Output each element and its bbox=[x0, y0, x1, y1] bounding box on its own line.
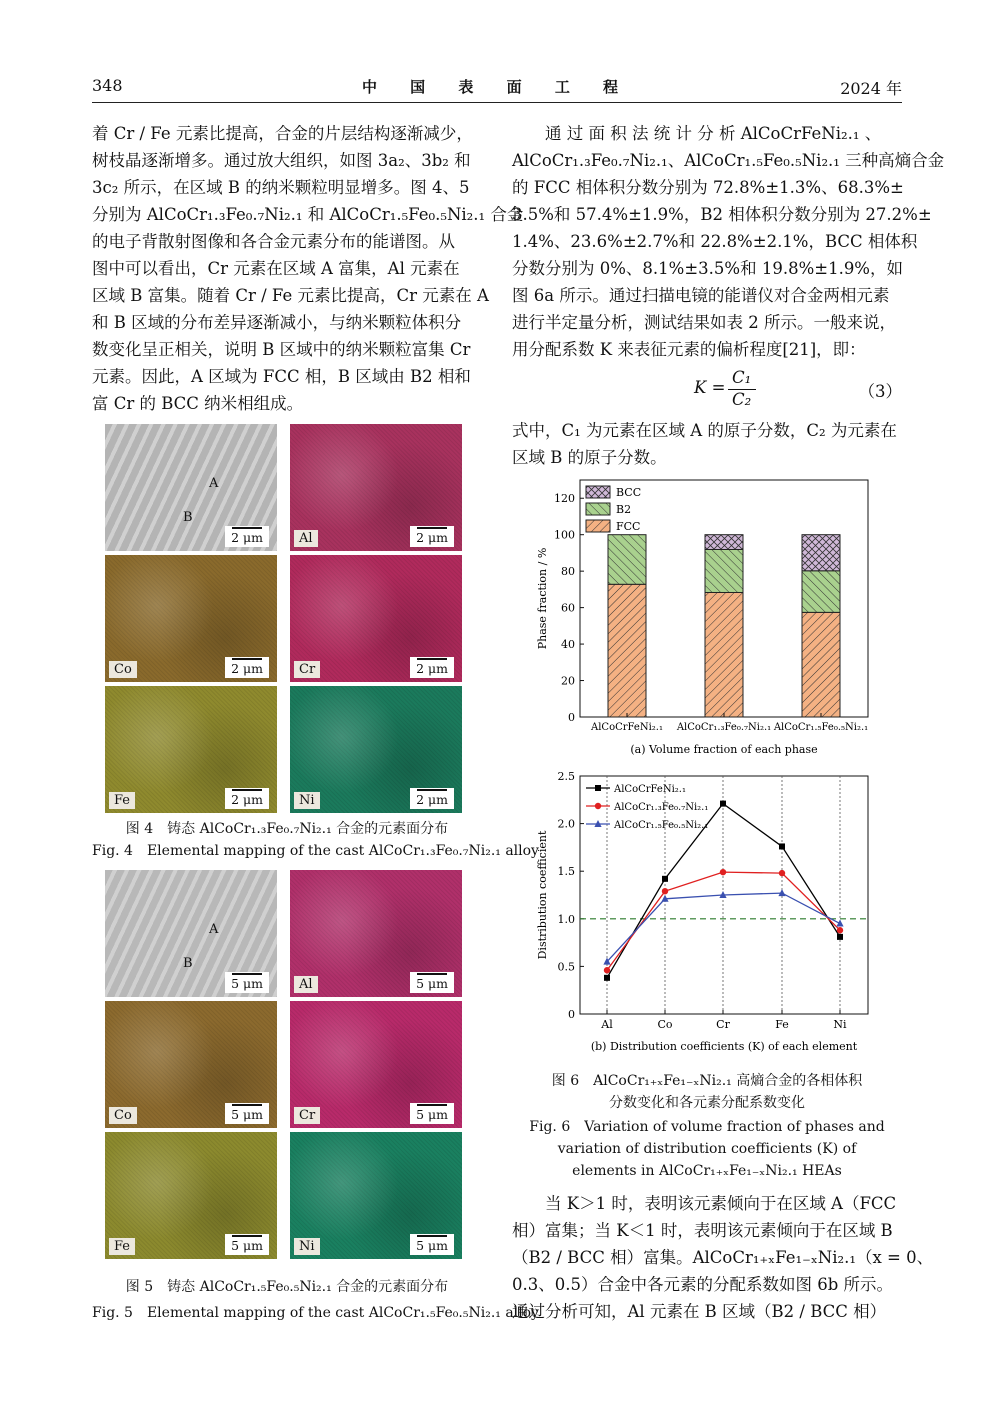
element-label: Ni bbox=[294, 792, 320, 809]
page-number: 348 bbox=[92, 76, 123, 95]
mapping-panel-al bbox=[290, 870, 462, 997]
scale-bar: 5 μm bbox=[225, 1103, 269, 1124]
left-paragraph-line: 富 Cr 的 BCC 纳米相组成。 bbox=[92, 394, 304, 413]
distribution-coefficient-chart bbox=[532, 768, 872, 1058]
right-paragraph-1-line: 的 FCC 相体积分数分别为 72.8%±1.3%、68.3%± bbox=[512, 178, 904, 197]
fig6-caption-line: 图 6 AlCoCr₁₊ₓFe₁₋ₓNi₂.₁ 高熵合金的各相体积 bbox=[551, 1073, 863, 1089]
mapping-panel-cr bbox=[290, 555, 462, 682]
scale-bar: 5 μm bbox=[225, 972, 269, 993]
data-point bbox=[779, 870, 785, 876]
data-point bbox=[720, 801, 726, 807]
right-paragraph-1-line: 用分配系数 K 来表征元素的偏析程度[21]，即： bbox=[512, 340, 866, 359]
fig6-caption-en bbox=[512, 1116, 902, 1182]
left-paragraph bbox=[92, 120, 524, 417]
y-tick-label: 60 bbox=[561, 601, 575, 615]
equation-3 bbox=[512, 368, 902, 410]
bar-b2 bbox=[802, 571, 840, 613]
x-tick-label: Fe bbox=[775, 1018, 789, 1031]
y-tick-label: 1.5 bbox=[557, 865, 575, 879]
data-point bbox=[720, 869, 726, 875]
fig6-caption-cn bbox=[512, 1070, 902, 1114]
x-tick-label: Al bbox=[601, 1018, 613, 1031]
scale-bar: 5 μm bbox=[410, 972, 454, 993]
region-label-a: A bbox=[209, 922, 219, 937]
scale-bar: 2 μm bbox=[225, 526, 269, 547]
right-paragraph-1-line: 分数分别为 0%、8.1%±3.5%和 19.8%±1.9%，如 bbox=[512, 259, 903, 278]
legend-label: BCC bbox=[616, 486, 642, 499]
y-tick-label: 0.5 bbox=[557, 960, 575, 974]
legend-swatch bbox=[586, 520, 610, 532]
equation-number: （3） bbox=[858, 382, 902, 401]
bar-bcc bbox=[802, 535, 840, 571]
data-point bbox=[604, 967, 610, 973]
right-paragraph-1-line: 1.4%、23.6%±2.7%和 22.8%±2.1%，BCC 相体积 bbox=[512, 232, 918, 251]
mapping-panel-bse bbox=[105, 424, 277, 551]
y-tick-label: 120 bbox=[554, 492, 575, 506]
data-point bbox=[662, 876, 668, 882]
element-label: Fe bbox=[109, 1238, 135, 1255]
equation-lhs: K = bbox=[694, 378, 726, 397]
journal-name: 中 国 表 面 工 程 bbox=[361, 78, 633, 96]
data-point bbox=[779, 843, 785, 849]
data-point bbox=[662, 888, 668, 894]
bar-fcc bbox=[608, 584, 646, 717]
region-label-b: B bbox=[183, 956, 193, 971]
chart-title: (b) Distribution coefficients (K) of each element bbox=[590, 1040, 858, 1053]
y-tick-label: 80 bbox=[561, 565, 575, 579]
fig5-caption-cn: 图 5 铸态 AlCoCr₁.₅Fe₀.₅Ni₂.₁ 合金的元素面分布 bbox=[125, 1279, 449, 1295]
y-axis-label: Phase fraction / % bbox=[536, 547, 549, 650]
element-label: Fe bbox=[109, 792, 135, 809]
data-point bbox=[837, 934, 843, 940]
left-paragraph-line: 和 B 区域的分布差异逐渐减小，与纳米颗粒体积分 bbox=[92, 313, 462, 332]
scale-bar: 5 μm bbox=[410, 1234, 454, 1255]
left-paragraph-line: 分别为 AlCoCr₁.₃Fe₀.₇Ni₂.₁ 和 AlCoCr₁.₅Fe₀.₅Ni₂.₁ 合金 bbox=[92, 205, 524, 224]
mapping-panel-bse bbox=[105, 870, 277, 997]
mapping-panel-ni bbox=[290, 686, 462, 813]
element-label: Co bbox=[109, 1107, 137, 1124]
legend-label: FCC bbox=[616, 520, 641, 533]
scale-bar: 2 μm bbox=[225, 657, 269, 678]
element-label: Al bbox=[294, 530, 318, 547]
scale-bar: 2 μm bbox=[410, 788, 454, 809]
x-tick-label: AlCoCr₁.₅Fe₀.₅Ni₂.₁ bbox=[773, 722, 869, 733]
left-paragraph-line: 元素。因此，A 区域为 FCC 相，B 区域由 B2 相和 bbox=[92, 367, 471, 386]
data-point bbox=[837, 927, 843, 933]
left-paragraph-line: 3c₂ 所示，在区域 B 的纳米颗粒明显增多。图 4、5 bbox=[92, 178, 470, 197]
y-tick-label: 100 bbox=[554, 528, 575, 542]
scale-bar: 2 μm bbox=[225, 788, 269, 809]
fig6-caption-line: Fig. 6 Variation of volume fraction of phases and bbox=[529, 1119, 885, 1135]
fig6-caption-line: variation of distribution coefficients (K) of bbox=[557, 1141, 857, 1157]
y-tick-label: 2.5 bbox=[557, 770, 575, 783]
scale-bar: 2 μm bbox=[410, 526, 454, 547]
x-tick-label: AlCoCrFeNi₂.₁ bbox=[591, 722, 663, 733]
right-paragraph-2-line: 式中，C₁ 为元素在区域 A 的原子分数，C₂ 为元素在 bbox=[512, 421, 897, 440]
series-line bbox=[607, 893, 840, 962]
legend-marker bbox=[595, 803, 601, 809]
right-paragraph-1-line: 3.5%和 57.4%±1.9%，B2 相体积分数分别为 27.2%± bbox=[512, 205, 932, 224]
bar-b2 bbox=[705, 549, 743, 592]
mapping-panel-co bbox=[105, 555, 277, 682]
scale-bar: 5 μm bbox=[410, 1103, 454, 1124]
scale-bar: 2 μm bbox=[410, 657, 454, 678]
element-label: Cr bbox=[294, 1107, 320, 1124]
y-tick-label: 1.0 bbox=[557, 912, 575, 926]
left-paragraph-line: 的电子背散射图像和各合金元素分布的能谱图。从 bbox=[92, 232, 455, 251]
page-header bbox=[92, 76, 902, 103]
bar-fcc bbox=[705, 592, 743, 717]
x-tick-label: AlCoCr₁.₃Fe₀.₇Ni₂.₁ bbox=[676, 722, 772, 733]
mapping-panel-ni bbox=[290, 1132, 462, 1259]
mapping-panel-fe bbox=[105, 686, 277, 813]
fig4-caption-cn: 图 4 铸态 AlCoCr₁.₃Fe₀.₇Ni₂.₁ 合金的元素面分布 bbox=[125, 821, 449, 837]
y-tick-label: 20 bbox=[561, 674, 575, 688]
mapping-panel-co bbox=[105, 1001, 277, 1128]
left-paragraph-line: 数变化呈正相关，说明 B 区域中的纳米颗粒富集 Cr bbox=[92, 340, 471, 359]
mapping-panel-fe bbox=[105, 1132, 277, 1259]
chart-title: (a) Volume fraction of each phase bbox=[630, 743, 818, 756]
phase-fraction-chart bbox=[532, 472, 872, 762]
mapping-panel-cr bbox=[290, 1001, 462, 1128]
right-paragraph-3-line: （B2 / BCC 相）富集。AlCoCr₁₊ₓFe₁₋ₓNi₂.₁（x = 0、 bbox=[512, 1248, 934, 1267]
y-tick-label: 40 bbox=[561, 638, 575, 652]
legend-label: AlCoCrFeNi₂.₁ bbox=[614, 784, 686, 795]
equation-numerator: C₁ bbox=[732, 368, 752, 387]
bar-b2 bbox=[608, 535, 646, 585]
left-paragraph-line: 着 Cr / Fe 元素比提高，合金的片层结构逐渐减少， bbox=[92, 124, 473, 143]
data-point bbox=[836, 920, 843, 927]
bar-bcc bbox=[705, 535, 743, 550]
y-axis-label: Distribution coefficient bbox=[536, 830, 549, 960]
scale-bar: 5 μm bbox=[225, 1234, 269, 1255]
bar-fcc bbox=[802, 612, 840, 717]
legend-swatch bbox=[586, 503, 610, 515]
y-tick-label: 2.0 bbox=[557, 817, 575, 831]
right-paragraph-2 bbox=[512, 417, 902, 471]
mapping-panel-al bbox=[290, 424, 462, 551]
x-tick-label: Cr bbox=[716, 1018, 730, 1031]
x-tick-label: Co bbox=[657, 1018, 673, 1031]
right-paragraph-3-line: 相）富集；当 K＜1 时，表明该元素倾向于在区域 B bbox=[512, 1221, 893, 1240]
equation-denominator: C₂ bbox=[732, 390, 752, 409]
element-label: Al bbox=[294, 976, 318, 993]
fig6-caption-line: elements in AlCoCr₁₊ₓFe₁₋ₓNi₂.₁ HEAs bbox=[572, 1163, 842, 1179]
right-paragraph-1-line: 进行半定量分析，测试结果如表 2 所示。一般来说， bbox=[512, 313, 896, 332]
fig4-caption-en: Fig. 4 Elemental mapping of the cast AlCoCr₁.₃Fe₀.₇Ni₂.₁ alloy bbox=[92, 843, 539, 859]
right-paragraph-3-line: 通过分析可知，Al 元素在 B 区域（B2 / BCC 相） bbox=[512, 1302, 887, 1321]
right-paragraph-1-line: 图 6a 所示。通过扫描电镜的能谱仪对合金两相元素 bbox=[512, 286, 890, 305]
legend-label: AlCoCr₁.₅Fe₀.₅Ni₂.₁ bbox=[614, 820, 709, 831]
fig5-caption-en: Fig. 5 Elemental mapping of the cast AlCoCr₁.₅Fe₀.₅Ni₂.₁ alloy bbox=[92, 1305, 539, 1321]
right-paragraph-3-line: 0.3、0.5）合金中各元素的分配系数如图 6b 所示。 bbox=[512, 1275, 894, 1294]
legend-swatch bbox=[586, 486, 610, 498]
fig6-caption-line: 分数变化和各元素分配系数变化 bbox=[609, 1095, 805, 1111]
right-paragraph-1-line: AlCoCr₁.₃Fe₀.₇Ni₂.₁、AlCoCr₁.₅Fe₀.₅Ni₂.₁ 三种高熵合金 bbox=[512, 151, 945, 170]
region-label-a: A bbox=[209, 476, 219, 491]
element-label: Co bbox=[109, 661, 137, 678]
left-paragraph-line: 区域 B 富集。随着 Cr / Fe 元素比提高，Cr 元素在 A bbox=[92, 286, 489, 305]
left-paragraph-line: 图中可以看出，Cr 元素在区域 A 富集，Al 元素在 bbox=[92, 259, 460, 278]
series-line bbox=[607, 872, 840, 970]
right-paragraph-3-line: 当 K＞1 时，表明该元素倾向于在区域 A（FCC bbox=[545, 1194, 897, 1213]
y-tick-label: 0 bbox=[568, 1008, 575, 1021]
left-paragraph-line: 树枝晶逐渐增多。通过放大组织，如图 3a₂、3b₂ 和 bbox=[92, 151, 471, 170]
y-tick-label: 0 bbox=[568, 711, 575, 724]
right-paragraph-1 bbox=[512, 120, 945, 363]
right-paragraph-1-line: 通 过 面 积 法 统 计 分 析 AlCoCrFeNi₂.₁ 、 bbox=[545, 124, 882, 143]
legend-label: AlCoCr₁.₃Fe₀.₇Ni₂.₁ bbox=[614, 802, 709, 813]
right-paragraph-2-line: 区域 B 的原子分数。 bbox=[512, 448, 667, 467]
data-point bbox=[604, 975, 610, 981]
right-paragraph-3 bbox=[512, 1190, 934, 1325]
legend-marker bbox=[595, 785, 601, 791]
legend-label: B2 bbox=[616, 503, 632, 516]
issue-year: 2024 年 bbox=[840, 79, 902, 98]
region-label-b: B bbox=[183, 510, 193, 525]
x-tick-label: Ni bbox=[833, 1018, 847, 1031]
element-label: Ni bbox=[294, 1238, 320, 1255]
element-label: Cr bbox=[294, 661, 320, 678]
